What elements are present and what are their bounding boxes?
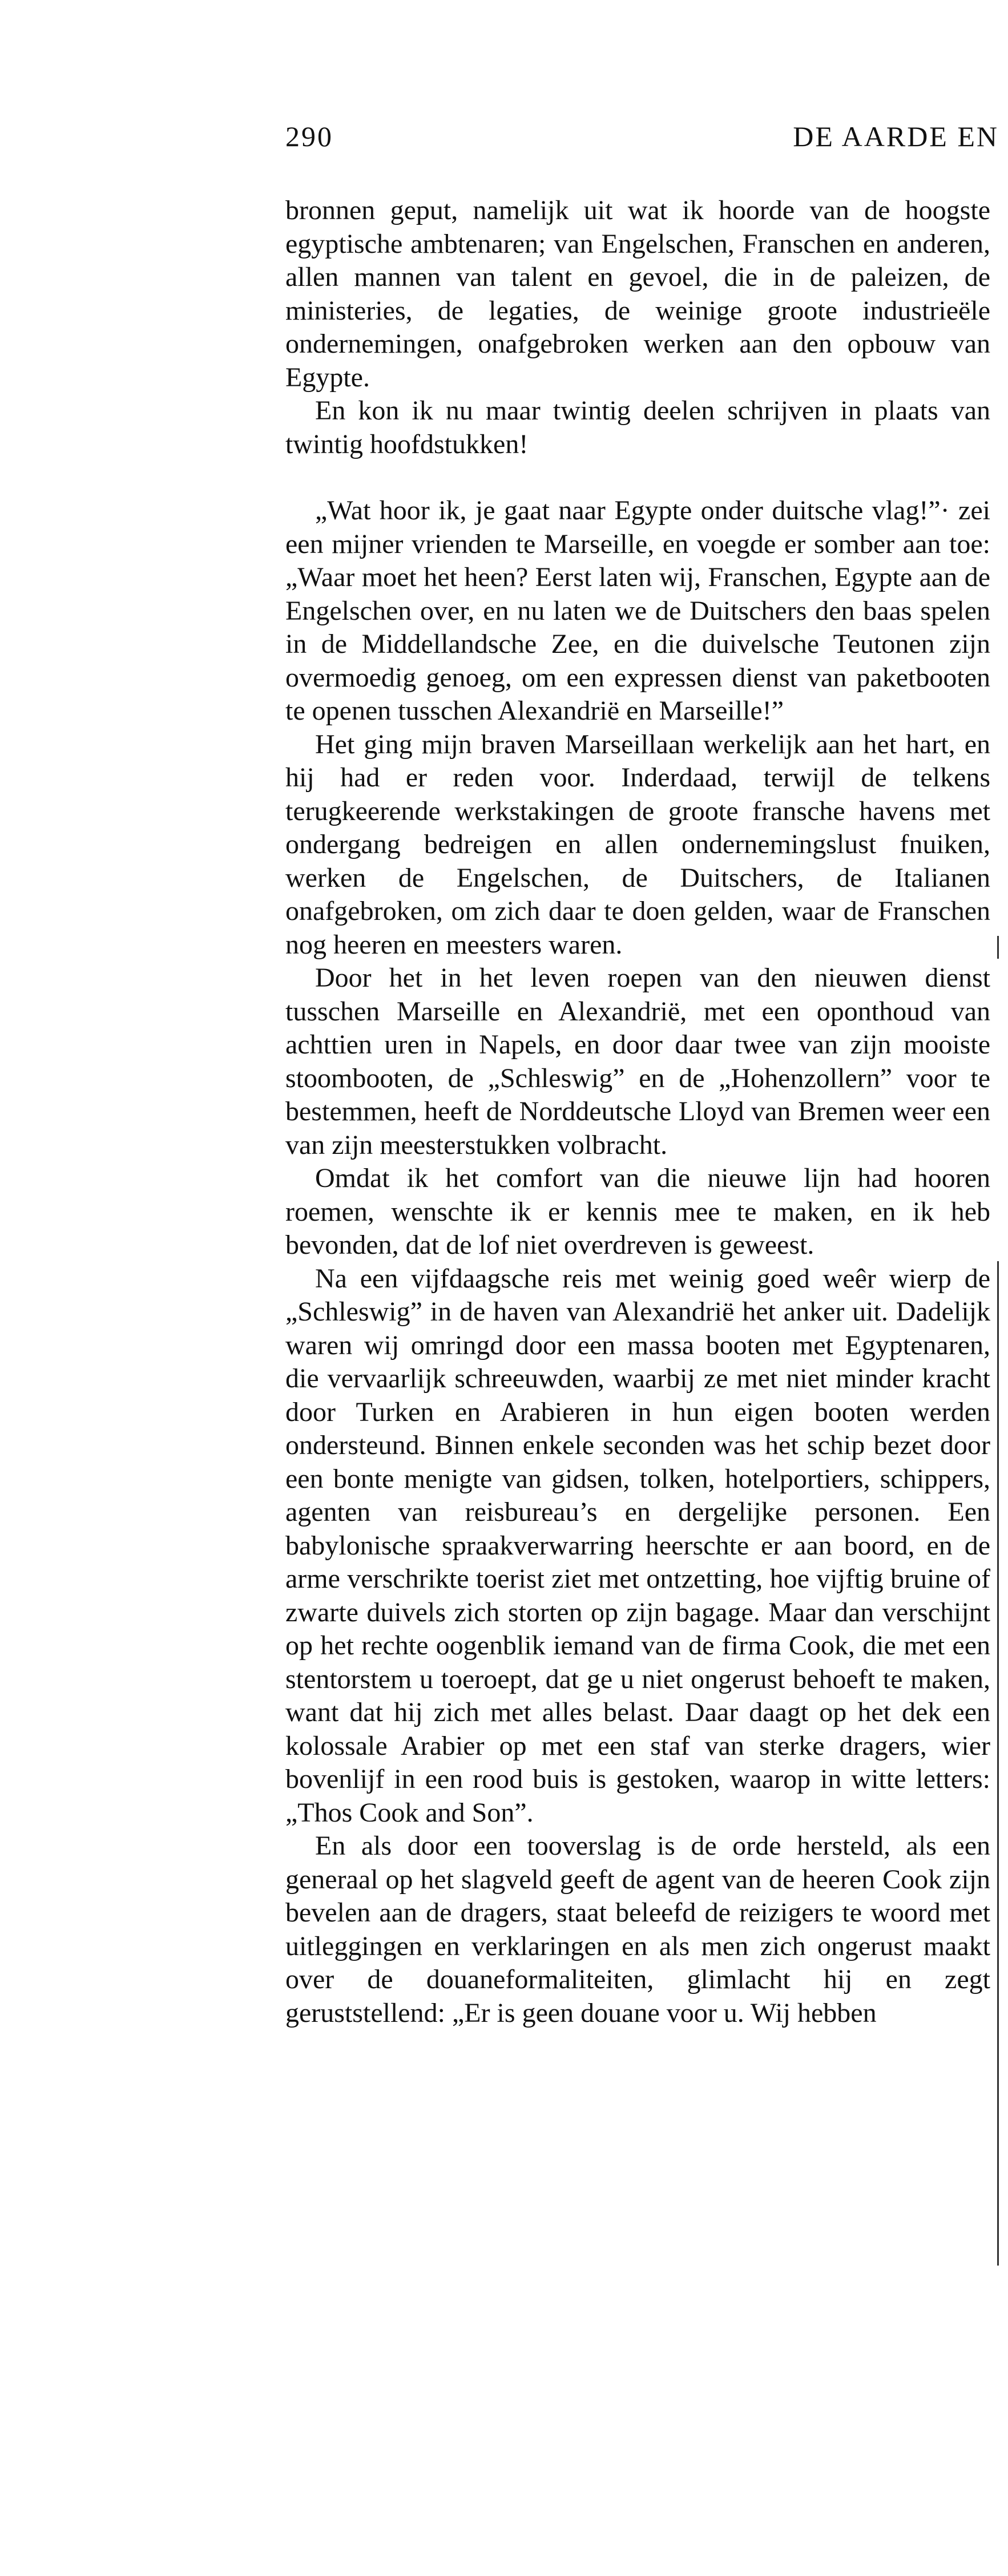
margin-rule: [997, 1261, 999, 2266]
margin-rule: [997, 936, 999, 959]
running-head: DE AARDE EN: [793, 120, 999, 152]
page-number: 290: [285, 120, 333, 152]
paragraph: Na een vijfdaagsche reis met weinig goed weêr wierp de „Schleswig” in de haven van Alexandrië het anker uit. Dadelijk waren wij omringd door een massa booten met Egyptenaren, die vervaarlijk schreeuwden, waarbij ze met niet minder kracht door Turken en Arabieren in hun eigen booten werden ondersteund. Binnen enkele seconden was het schip bezet door een bonte menigte van gidsen, tolken, hotelportiers, schippers, agenten van reisbureau’s en dergelijke personen. Een babylonische spraakverwarring heerschte er aan boord, en de arme verschrikte toerist ziet met ontzetting, hoe vijftig bruine of zwarte duivels zich storten op zijn bagage. Maar dan verschijnt op het rechte oogenblik iemand van de firma Cook, die met een stentorstem u toeroept, dat ge u niet ongerust behoeft te maken, want dat hij zich met alles belast. Daar daagt op het dek een kolossale Arabier op met een staf van sterke dragers, wier bovenlijf in een rood buis is gestoken, waarop in witte letters: „Thos Cook and Son”.: [285, 1263, 990, 1828]
paragraph: Het ging mijn braven Marseillaan werkelijk aan het hart, en hij had er reden voor. Inderdaad, terwijl de telkens terugkeerende werkstakingen de groote fransche havens met ondergang bedreigen en allen ondernemingslust fnuiken, werken de Engelschen, de Duitschers, de Italianen onafgebroken, om zich daar te doen gelden, waar de Franschen nog heeren en meesters waren.: [285, 729, 990, 960]
paragraph: En kon ik nu maar twintig deelen schrijven in plaats van twintig hoofdstukken!: [285, 395, 990, 459]
paragraph: En als door een tooverslag is de orde hersteld, als een generaal op het slagveld geeft de agent van de heeren Cook zijn bevelen aan de dragers, staat beleefd de reizigers te woord met uitleggingen en verklaringen en als men zich ongerust maakt over de douaneformaliteiten, glimlacht hij en zegt geruststellend: „Er is geen douane voor u. Wij hebben: [285, 1831, 990, 2028]
paragraph: Door het in het leven roepen van den nieuwen dienst tusschen Marseille en Alexandrië, met een oponthoud van achttien uren in Napels, en door daar twee van zijn mooiste stoombooten, de „Schleswig” en de „Hohenzollern” voor te bestemmen, heeft de Norddeutsche Lloyd van Bremen weer een van zijn meesterstukken volbracht.: [285, 963, 990, 1160]
paragraph: Omdat ik het comfort van die nieuwe lijn had hooren roemen, wenschte ik er kennis mee te maken, en ik heb bevonden, dat de lof niet overdreven is geweest.: [285, 1163, 990, 1260]
paragraph: „Wat hoor ik, je gaat naar Egypte onder duitsche vlag!”· zei een mijner vrienden te Marseille, en voegde er somber aan toe: „Waar moet het heen? Eerst laten wij, Franschen, Egypte aan de Engelschen over, en nu laten we de Duitschers den baas spelen in de Middellandsche Zee, en die duivelsche Teutonen zijn overmoedig genoeg, om een expressen dienst van paketbooten te openen tusschen Alexandrië en Marseille!”: [285, 495, 990, 726]
page-header: [285, 120, 999, 160]
body-text: [285, 194, 990, 2030]
paragraph: bronnen geput, namelijk uit wat ik hoorde van de hoogste egyptische ambtenaren; van Engelschen, Franschen en anderen, allen mannen van talent en gevoel, die in de paleizen, de ministeries, de legaties, de weinige groote industrieële ondernemingen, onafgebroken werken aan den opbouw van Egypte.: [285, 195, 990, 393]
